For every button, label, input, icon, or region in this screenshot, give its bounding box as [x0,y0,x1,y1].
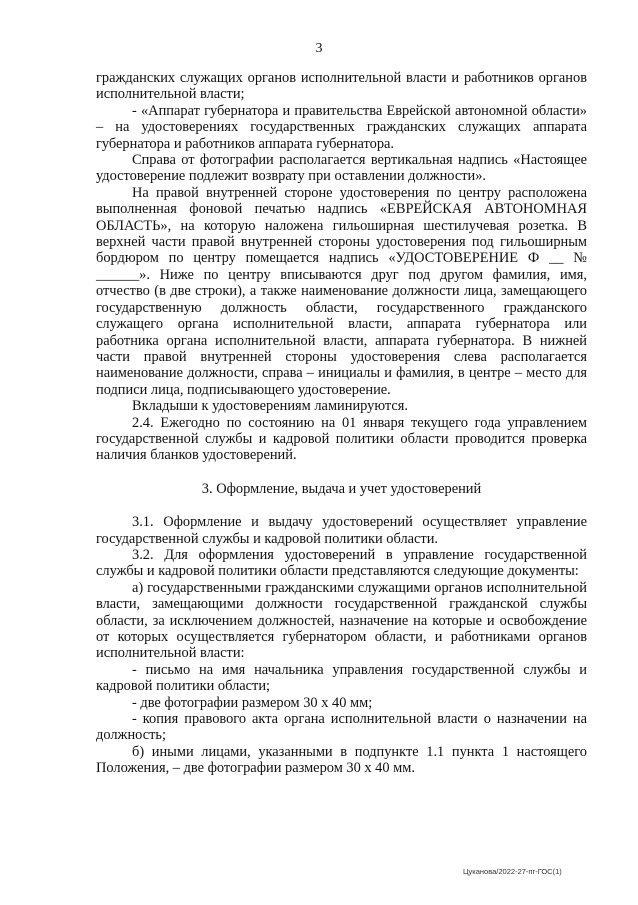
paragraph-continuation: гражданских служащих органов исполнительной власти и работников органов исполнительной власти; [96,70,587,103]
list-item-letter: - письмо на имя начальника управления государственной службы и кадровой политики области; [96,661,587,695]
paragraph-right-side-layout: На правой внутренней стороне удостоверения по центру расположена выполненная фоновой печатью надпись «ЕВРЕЙСКАЯ АВТОНОМНАЯ ОБЛАСТЬ», на которую наложена гильоширная шестилучевая розетка. В верхней части правой внутренней стороны удостоверения под гильоширным бордюром по центру помещается надпись «УДОСТОВЕРЕНИЕ Ф __ № ______». Ниже по центру вписываются друг под другом фамилия, имя, отчество (в две строки), а также наименование должности лица, замещающего государственную должность области, государственного гражданского служащего органа исполнительной власти, аппарата губернатора или работника органа исполнительной власти, аппарата губернатора. В нижней части правой внутренней стороны удостоверения слева располагается наименование должности, справа – инициалы и фамилия, в центре – место для подписи лица, подписывающего удостоверение. [96,184,587,398]
page-number: 3 [315,41,323,56]
paragraph-3-2: 3.2. Для оформления удостоверений в управление государственной службы и кадровой политики области представляются следующие документы: [96,546,587,580]
footer-document-code: Цуканова/2022-27-пг-ГОС(1) [463,867,562,876]
spacer [96,497,587,514]
document-body [96,70,587,777]
paragraph-2-4: 2.4. Ежегодно по состоянию на 01 января текущего года управлением государственной службы и кадровой политики области проводится проверка наличия бланков удостоверений. [96,414,587,464]
spacer [96,464,587,481]
paragraph-3-1: 3.1. Оформление и выдачу удостоверений осуществляет управление государственной службы и кадровой политики области. [96,514,587,547]
paragraph-item-b: б) иными лицами, указанными в подпункте 1.1 пункта 1 настоящего Положения, – две фотографии размером 30 х 40 мм. [96,743,587,777]
paragraph-vertical-inscription: Справа от фотографии располагается вертикальная надпись «Настоящее удостоверение подлежит возврату при оставлении должности». [96,152,587,185]
paragraph-item-a: а) государственными гражданскими служащими органов исполнительной власти, замещающими должности государственной гражданской службы области, за исключением должностей, назначение на которые и освобождение от которых осуществляется губернатором области, и работниками органов исполнительной власти: [96,579,587,662]
paragraph-lamination: Вкладыши к удостоверениям ламинируются. [132,398,408,415]
list-item-legal-act-copy: - копия правового акта органа исполнительной власти о назначении на должность; [96,711,587,744]
list-item-photos: - две фотографии размером 30 х 40 мм; [132,694,373,711]
section-heading: 3. Оформление, выдача и учет удостоверений [201,480,482,497]
paragraph-apparatus-inscription: - «Аппарат губернатора и правительства Еврейской автономной области» – на удостоверениях государственных гражданских служащих аппарата губернатора и работников аппарата губернатора. [96,102,587,152]
